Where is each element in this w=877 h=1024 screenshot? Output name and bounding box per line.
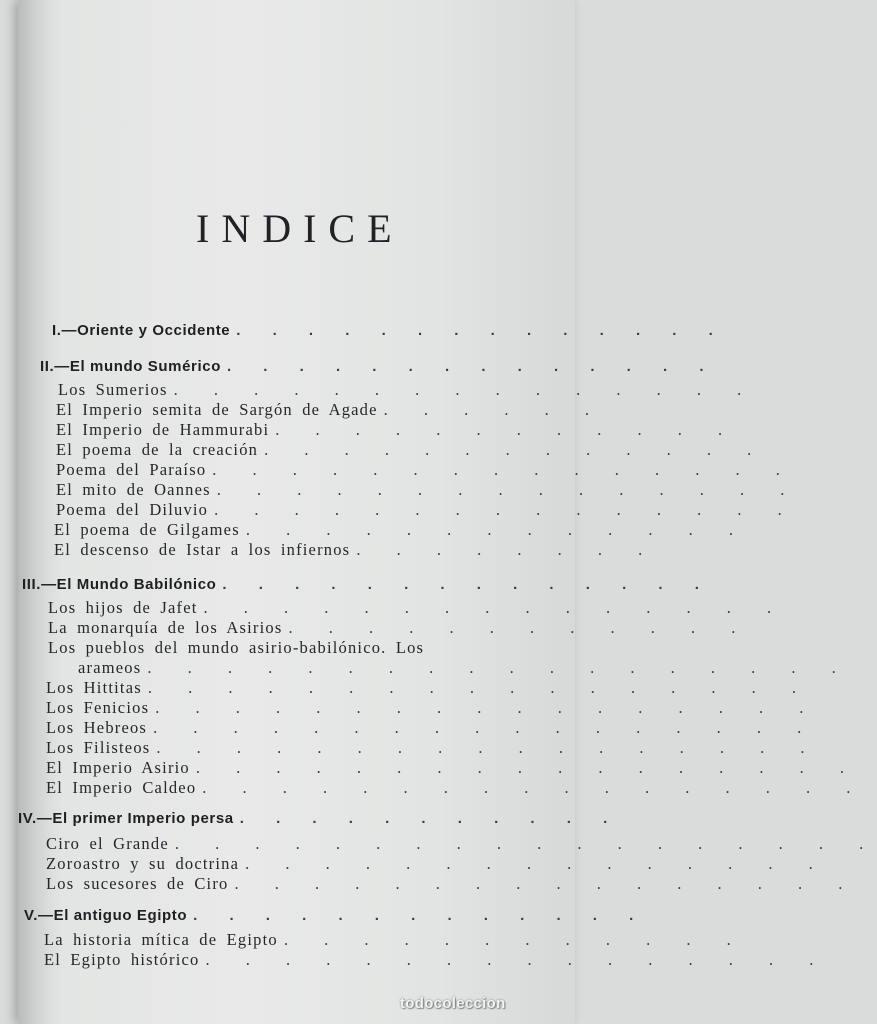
toc-entry: Los sucesores de Ciro . . . . . . . . . . . . . . . . — [46, 874, 857, 893]
toc-entry: Los Fenicios . . . . . . . . . . . . . . . . . — [46, 698, 818, 717]
toc-entry: La monarquía de los Asirios . . . . . . . . . . . . — [48, 618, 750, 637]
toc-section-3: III.—El Mundo Babilónico . . . . . . . . . . . . . . — [22, 576, 713, 593]
toc-section-1: I.—Oriente y Occidente . . . . . . . . . . . . . . — [52, 322, 727, 339]
toc-entry: Poema del Paraíso . . . . . . . . . . . . . . . — [56, 460, 794, 479]
toc-entry: El mito de Oannes . . . . . . . . . . . . . . . — [56, 480, 799, 499]
toc-entry: Ciro el Grande . . . . . . . . . . . . . . . . . . — [46, 834, 877, 853]
toc-entry: arameos . . . . . . . . . . . . . . . . . . — [78, 658, 850, 677]
toc-entry: Los Filisteos . . . . . . . . . . . . . . . . . — [46, 738, 819, 757]
toc-entry: Los Sumerios . . . . . . . . . . . . . . . — [58, 380, 756, 399]
toc-entry: Los hijos de Jafet . . . . . . . . . . . . . . . — [48, 598, 786, 617]
toc-section-2: II.—El mundo Sumérico . . . . . . . . . . . . . . — [40, 358, 718, 375]
toc-entry: La historia mítica de Egipto . . . . . . . . . . . . — [44, 930, 745, 949]
toc-entry: Los Hittitas . . . . . . . . . . . . . . . . . — [46, 678, 810, 697]
toc-section-5: V.—El antiguo Egipto . . . . . . . . . . . . . — [24, 907, 648, 924]
toc-entry: Los Hebreos . . . . . . . . . . . . . . . . . — [46, 718, 816, 737]
toc-entry: Zoroastro y su doctrina . . . . . . . . . . . . . . . — [46, 854, 827, 873]
toc-entry: El Imperio de Hammurabi . . . . . . . . . . . . — [56, 420, 737, 439]
toc-entry: El poema de Gilgames . . . . . . . . . . . . . — [54, 520, 747, 539]
toc-entry: El Imperio semita de Sargón de Agade . . . . . . — [56, 400, 604, 419]
toc-entry: El descenso de Istar a los infiernos . . . . . . . . — [54, 540, 657, 559]
toc-entry: El Imperio Asirio . . . . . . . . . . . . . . . . . — [46, 758, 859, 777]
toc-entry: Los pueblos del mundo asirio-babilónico. Los — [48, 638, 425, 657]
toc-entry: Poema del Diluvio . . . . . . . . . . . . . . . — [56, 500, 796, 519]
watermark-text: todocoleccion — [400, 995, 506, 1012]
toc-section-4: IV.—El primer Imperio persa . . . . . . . . . . . — [18, 810, 622, 827]
toc-entry: El Egipto histórico . . . . . . . . . . . . . . . . — [44, 950, 828, 969]
page-title: INDICE — [196, 206, 404, 251]
toc-entry: El Imperio Caldeo . . . . . . . . . . . . . . . . . — [46, 778, 865, 797]
toc-entry: El poema de la creación . . . . . . . . . . . . . — [56, 440, 766, 459]
